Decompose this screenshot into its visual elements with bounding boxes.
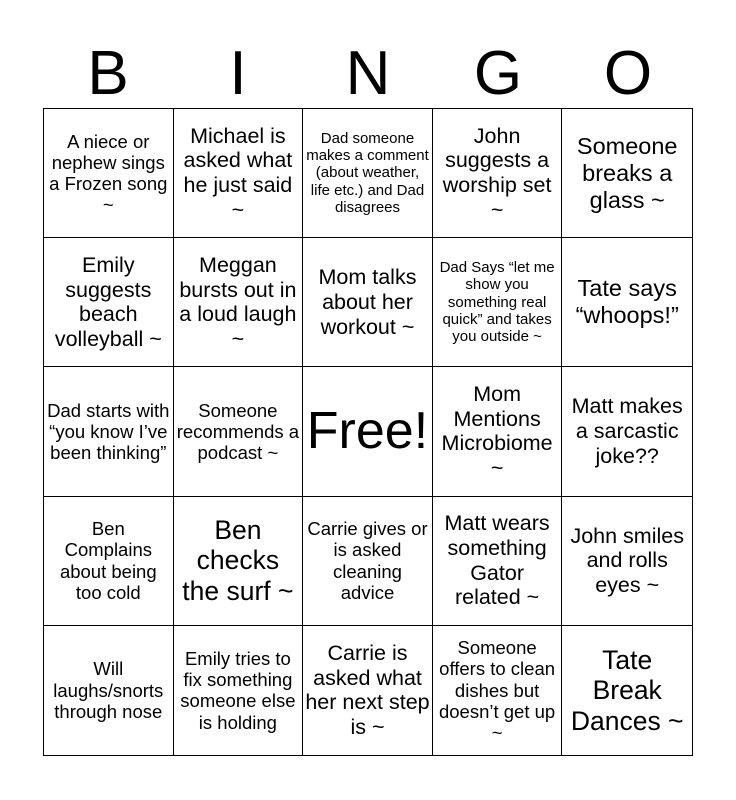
header-letter-o: O (603, 39, 653, 108)
bingo-cell-r4c4[interactable]: Matt wears something Gator related ~ (433, 497, 563, 626)
bingo-cell-r5c4[interactable]: Someone offers to clean dishes but doesn’t get up ~ (433, 626, 563, 755)
bingo-cell-r4c2[interactable]: Ben checks the surf ~ (174, 497, 304, 626)
bingo-cell-r1c5[interactable]: Someone breaks a glass ~ (562, 109, 692, 238)
bingo-cell-r3c2[interactable]: Someone recommends a podcast ~ (174, 367, 304, 496)
bingo-cell-r4c3[interactable]: Carrie gives or is asked cleaning advice (303, 497, 433, 626)
bingo-cell-r5c2[interactable]: Emily tries to fix something someone else is holding (174, 626, 304, 755)
header-letter-b: B (87, 39, 129, 108)
bingo-cell-r4c5[interactable]: John smiles and rolls eyes ~ (562, 497, 692, 626)
bingo-cell-r2c1[interactable]: Emily suggests beach volleyball ~ (44, 238, 174, 367)
bingo-card (43, 108, 693, 756)
bingo-cell-r3c5[interactable]: Matt makes a sarcastic joke?? (562, 367, 692, 496)
bingo-cell-r3c4[interactable]: Mom Mentions Microbiome ~ (433, 367, 563, 496)
header-letter-i: I (229, 39, 247, 108)
bingo-cell-r1c1[interactable]: A niece or nephew sings a Frozen song ~ (44, 109, 174, 238)
bingo-cell-r1c4[interactable]: John suggests a worship set ~ (433, 109, 563, 238)
bingo-cell-r5c1[interactable]: Will laughs/snorts through nose (44, 626, 174, 755)
header-letter-g: G (473, 39, 523, 108)
bingo-cell-r1c3[interactable]: Dad someone makes a comment (about weather, life etc.) and Dad disagrees (303, 109, 433, 238)
bingo-cell-r2c4[interactable]: Dad Says “let me show you something real quick” and takes you outside ~ (433, 238, 563, 367)
header-letter-n: N (345, 39, 391, 108)
bingo-header (43, 40, 693, 108)
bingo-cell-r2c2[interactable]: Meggan bursts out in a loud laugh ~ (174, 238, 304, 367)
bingo-cell-r1c2[interactable]: Michael is asked what he just said ~ (174, 109, 304, 238)
bingo-cell-r3c1[interactable]: Dad starts with “you know I’ve been thinking” (44, 367, 174, 496)
bingo-cell-r5c5[interactable]: Tate Break Dances ~ (570, 644, 684, 736)
bingo-cell-r2c3[interactable]: Mom talks about her workout ~ (303, 238, 433, 367)
bingo-cell-r4c1[interactable]: Ben Complains about being too cold (44, 497, 174, 626)
free-space[interactable]: Free! (303, 367, 433, 496)
bingo-cell-r5c3[interactable]: Carrie is asked what her next step is ~ (303, 626, 433, 755)
bingo-cell-r2c5[interactable]: Tate says “whoops!” (562, 238, 692, 367)
